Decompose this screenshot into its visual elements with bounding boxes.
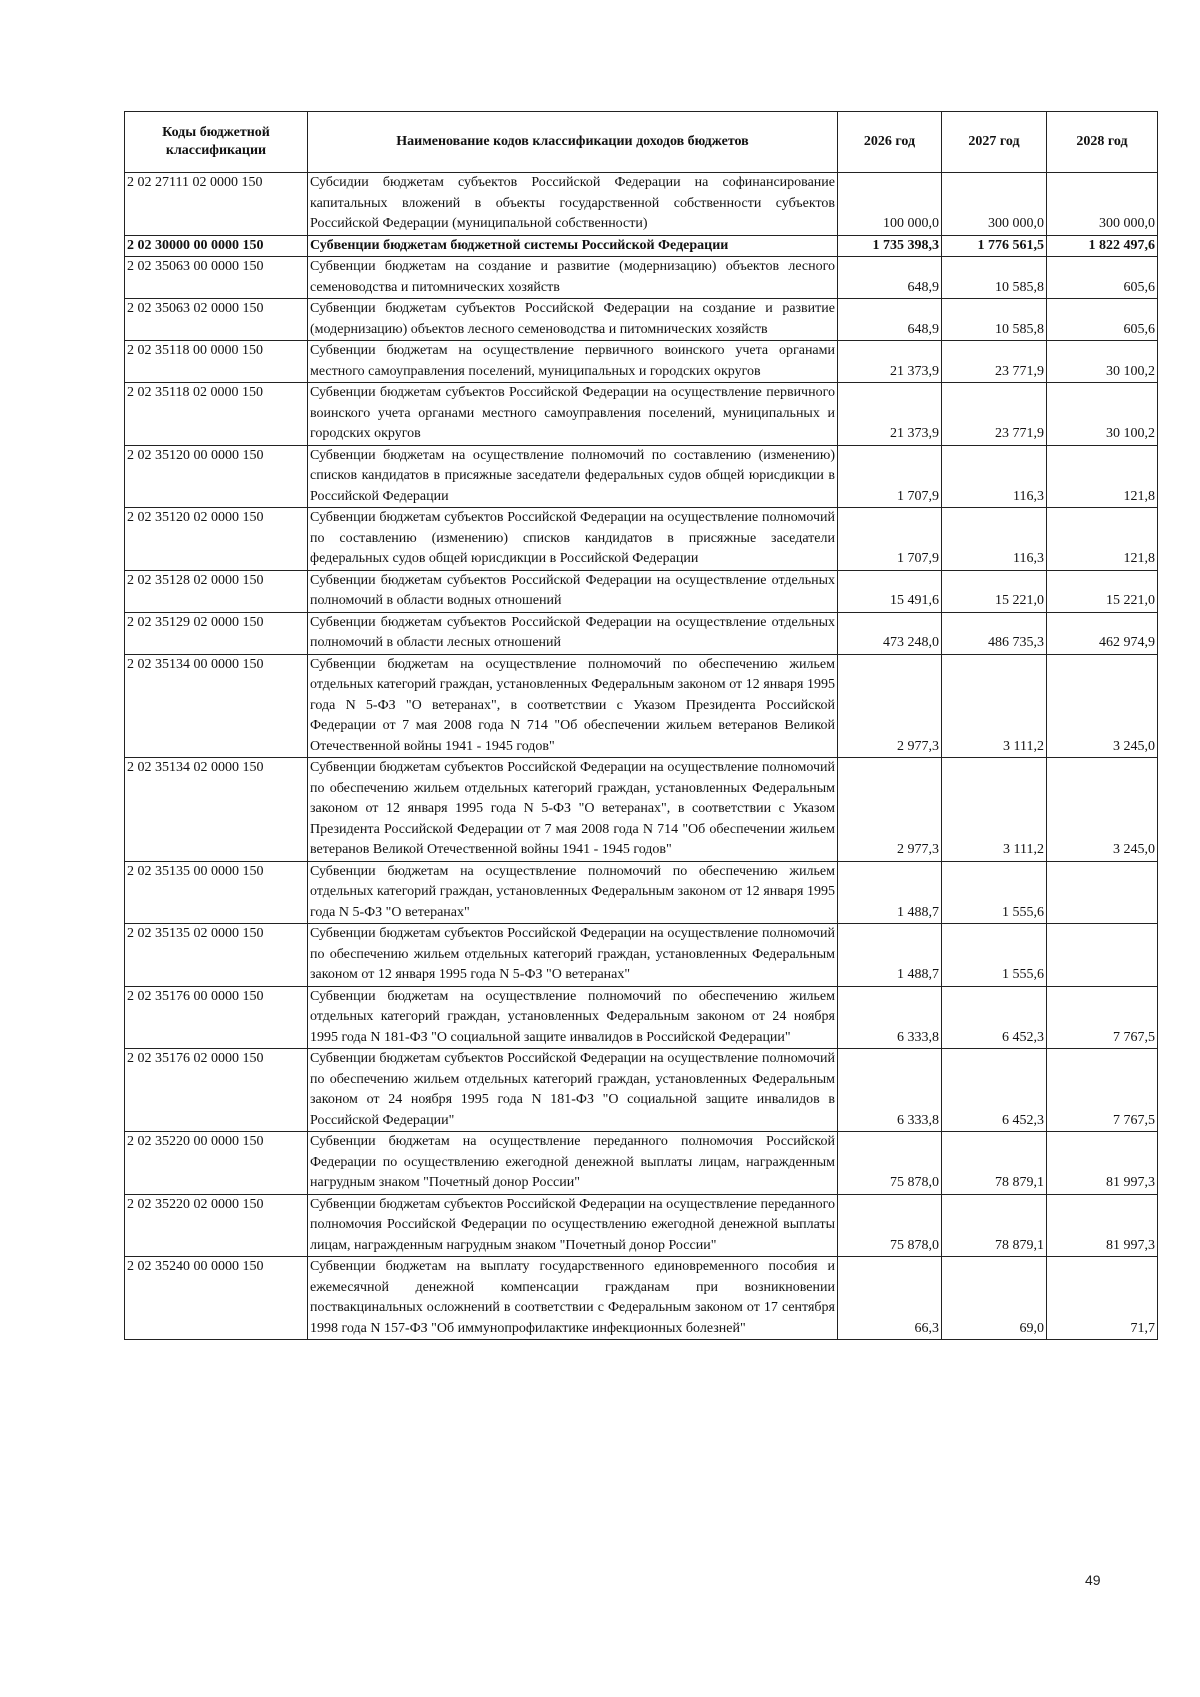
table-row: [125, 861, 1158, 924]
row-value-2028: 71,7: [1047, 1257, 1158, 1340]
table-row: [125, 986, 1158, 1049]
table-row: [125, 1049, 1158, 1132]
row-name: Субвенции бюджетам субъектов Российской Федерации на осуществление полномочий по обеспечению жильем отдельных категорий граждан, установленных Федеральным законом от 24 ноября 1995 года N 181-ФЗ "О социальной защите инвалидов в Российской Федерации": [308, 1049, 838, 1132]
row-name: Субвенции бюджетам субъектов Российской Федерации на осуществление первичного воинского учета органами местного самоуправления поселений, муниципальных и городских округов: [308, 383, 838, 446]
row-value-2027: 69,0: [942, 1257, 1047, 1340]
row-value-2026: 2 977,3: [838, 654, 942, 758]
page-number: 49: [1085, 1572, 1101, 1588]
row-code: 2 02 35176 02 0000 150: [125, 1049, 308, 1132]
row-name: Субвенции бюджетам субъектов Российской Федерации на создание и развитие (модернизацию) объектов лесного семеноводства и питомнических хозяйств: [308, 299, 838, 341]
row-value-2027: 78 879,1: [942, 1132, 1047, 1195]
table-row: [125, 341, 1158, 383]
row-value-2028: 605,6: [1047, 257, 1158, 299]
row-code: 2 02 35135 00 0000 150: [125, 861, 308, 924]
table-body: [125, 173, 1158, 1340]
row-value-2027: 6 452,3: [942, 1049, 1047, 1132]
row-value-2027: 6 452,3: [942, 986, 1047, 1049]
row-value-2027: 3 111,2: [942, 758, 1047, 862]
table-row: [125, 257, 1158, 299]
row-value-2027: 1 555,6: [942, 924, 1047, 987]
row-name: Субсидии бюджетам субъектов Российской Федерации на софинансирование капитальных вложений в объекты государственной собственности субъектов Российской Федерации (муниципальной собственности): [308, 173, 838, 236]
row-name: Субвенции бюджетам на осуществление полномочий по обеспечению жильем отдельных категорий граждан, установленных Федеральным законом от 24 ноября 1995 года N 181-ФЗ "О социальной защите инвалидов в Российской Федерации": [308, 986, 838, 1049]
row-code: 2 02 35063 00 0000 150: [125, 257, 308, 299]
row-name: Субвенции бюджетам субъектов Российской Федерации на осуществление переданного полномочия Российской Федерации по осуществлению ежегодной денежной выплаты лицам, награжденным нагрудным знаком "Почетный донор России": [308, 1194, 838, 1257]
table-row: [125, 758, 1158, 862]
row-value-2026: 648,9: [838, 299, 942, 341]
row-value-2027: 3 111,2: [942, 654, 1047, 758]
row-name: Субвенции бюджетам на осуществление полномочий по составлению (изменению) списков кандидатов в присяжные заседатели федеральных судов общей юрисдикции в Российской Федерации: [308, 445, 838, 508]
row-value-2026: 75 878,0: [838, 1132, 942, 1195]
row-value-2026: 648,9: [838, 257, 942, 299]
row-name: Субвенции бюджетам на выплату государственного единовременного пособия и ежемесячной денежной компенсации гражданам при возникновении поствакцинальных осложнений в соответствии с Федеральным законом от 17 сентября 1998 года N 157-ФЗ "Об иммунопрофилактике инфекционных болезней": [308, 1257, 838, 1340]
table-row: [125, 1194, 1158, 1257]
row-code: 2 02 35118 00 0000 150: [125, 341, 308, 383]
row-value-2028: [1047, 924, 1158, 987]
row-value-2028: [1047, 861, 1158, 924]
row-value-2028: 1 822 497,6: [1047, 235, 1158, 257]
row-value-2028: 81 997,3: [1047, 1194, 1158, 1257]
row-value-2028: 7 767,5: [1047, 1049, 1158, 1132]
table-row: [125, 235, 1158, 257]
row-value-2026: 6 333,8: [838, 1049, 942, 1132]
table-row: [125, 383, 1158, 446]
table-row: [125, 570, 1158, 612]
header-2028: 2028 год: [1047, 112, 1158, 173]
row-name: Субвенции бюджетам бюджетной системы Российской Федерации: [308, 235, 838, 257]
row-value-2028: 30 100,2: [1047, 341, 1158, 383]
row-value-2027: 23 771,9: [942, 383, 1047, 446]
table-row: [125, 173, 1158, 236]
row-name: Субвенции бюджетам субъектов Российской Федерации на осуществление отдельных полномочий в области лесных отношений: [308, 612, 838, 654]
row-code: 2 02 35134 00 0000 150: [125, 654, 308, 758]
row-value-2026: 1 707,9: [838, 445, 942, 508]
row-value-2026: 66,3: [838, 1257, 942, 1340]
row-value-2026: 2 977,3: [838, 758, 942, 862]
row-value-2028: 3 245,0: [1047, 654, 1158, 758]
row-name: Субвенции бюджетам субъектов Российской Федерации на осуществление полномочий по обеспечению жильем отдельных категорий граждан, установленных Федеральным законом от 12 января 1995 года N 5-ФЗ "О ветеранах": [308, 924, 838, 987]
row-value-2028: 462 974,9: [1047, 612, 1158, 654]
table-row: [125, 1132, 1158, 1195]
table-row: [125, 654, 1158, 758]
row-code: 2 02 35129 02 0000 150: [125, 612, 308, 654]
table-row: [125, 1257, 1158, 1340]
row-value-2026: 1 488,7: [838, 924, 942, 987]
row-name: Субвенции бюджетам субъектов Российской Федерации на осуществление отдельных полномочий в области водных отношений: [308, 570, 838, 612]
row-name: Субвенции бюджетам субъектов Российской Федерации на осуществление полномочий по составлению (изменению) списков кандидатов в присяжные заседатели федеральных судов общей юрисдикции в Российской Федерации: [308, 508, 838, 571]
row-value-2026: 1 488,7: [838, 861, 942, 924]
row-code: 2 02 35135 02 0000 150: [125, 924, 308, 987]
row-code: 2 02 35220 00 0000 150: [125, 1132, 308, 1195]
row-value-2028: 81 997,3: [1047, 1132, 1158, 1195]
row-value-2027: 1 555,6: [942, 861, 1047, 924]
row-value-2026: 473 248,0: [838, 612, 942, 654]
row-value-2027: 486 735,3: [942, 612, 1047, 654]
row-code: 2 02 35120 00 0000 150: [125, 445, 308, 508]
row-value-2028: 121,8: [1047, 445, 1158, 508]
budget-revenue-table: [124, 111, 1158, 1340]
row-value-2027: 10 585,8: [942, 257, 1047, 299]
table-row: [125, 508, 1158, 571]
row-value-2027: 15 221,0: [942, 570, 1047, 612]
row-value-2027: 1 776 561,5: [942, 235, 1047, 257]
row-value-2028: 15 221,0: [1047, 570, 1158, 612]
row-code: 2 02 35134 02 0000 150: [125, 758, 308, 862]
header-name: Наименование кодов классификации доходов бюджетов: [308, 112, 838, 173]
header-2027: 2027 год: [942, 112, 1047, 173]
row-value-2026: 21 373,9: [838, 383, 942, 446]
row-name: Субвенции бюджетам на осуществление первичного воинского учета органами местного самоуправления поселений, муниципальных и городских округов: [308, 341, 838, 383]
table-row: [125, 612, 1158, 654]
table-header-row: [125, 112, 1158, 173]
row-code: 2 02 35120 02 0000 150: [125, 508, 308, 571]
row-value-2027: 78 879,1: [942, 1194, 1047, 1257]
row-code: 2 02 35240 00 0000 150: [125, 1257, 308, 1340]
row-value-2027: 116,3: [942, 445, 1047, 508]
row-value-2027: 23 771,9: [942, 341, 1047, 383]
row-value-2026: 1 707,9: [838, 508, 942, 571]
table-row: [125, 924, 1158, 987]
row-value-2028: 605,6: [1047, 299, 1158, 341]
row-code: 2 02 35063 02 0000 150: [125, 299, 308, 341]
row-name: Субвенции бюджетам на создание и развитие (модернизацию) объектов лесного семеноводства и питомнических хозяйств: [308, 257, 838, 299]
row-value-2026: 6 333,8: [838, 986, 942, 1049]
table-row: [125, 445, 1158, 508]
row-value-2028: 30 100,2: [1047, 383, 1158, 446]
header-2026: 2026 год: [838, 112, 942, 173]
row-value-2027: 300 000,0: [942, 173, 1047, 236]
row-value-2026: 15 491,6: [838, 570, 942, 612]
row-value-2028: 300 000,0: [1047, 173, 1158, 236]
row-value-2028: 7 767,5: [1047, 986, 1158, 1049]
row-value-2027: 116,3: [942, 508, 1047, 571]
row-code: 2 02 35220 02 0000 150: [125, 1194, 308, 1257]
row-code: 2 02 35176 00 0000 150: [125, 986, 308, 1049]
table-row: [125, 299, 1158, 341]
row-code: 2 02 35118 02 0000 150: [125, 383, 308, 446]
row-name: Субвенции бюджетам субъектов Российской Федерации на осуществление полномочий по обеспечению жильем отдельных категорий граждан, установленных Федеральным законом от 12 января 1995 года N 5-ФЗ "О ветеранах", в соответствии с Указом Президента Российской Федерации от 7 мая 2008 года N 714 "Об обеспечении жильем ветеранов Великой Отечественной войны 1941 - 1945 годов": [308, 758, 838, 862]
row-value-2026: 1 735 398,3: [838, 235, 942, 257]
row-value-2026: 100 000,0: [838, 173, 942, 236]
row-value-2026: 21 373,9: [838, 341, 942, 383]
row-value-2027: 10 585,8: [942, 299, 1047, 341]
row-name: Субвенции бюджетам на осуществление переданного полномочия Российской Федерации по осуществлению ежегодной денежной выплаты лицам, награжденным нагрудным знаком "Почетный донор России": [308, 1132, 838, 1195]
row-code: 2 02 27111 02 0000 150: [125, 173, 308, 236]
row-value-2026: 75 878,0: [838, 1194, 942, 1257]
row-name: Субвенции бюджетам на осуществление полномочий по обеспечению жильем отдельных категорий граждан, установленных Федеральным законом от 12 января 1995 года N 5-ФЗ "О ветеранах", в соответствии с Указом Президента Российской Федерации от 7 мая 2008 года N 714 "Об обеспечении жильем ветеранов Великой Отечественной войны 1941 - 1945 годов": [308, 654, 838, 758]
row-name: Субвенции бюджетам на осуществление полномочий по обеспечению жильем отдельных категорий граждан, установленных Федеральным законом от 12 января 1995 года N 5-ФЗ "О ветеранах": [308, 861, 838, 924]
row-value-2028: 3 245,0: [1047, 758, 1158, 862]
row-code: 2 02 35128 02 0000 150: [125, 570, 308, 612]
row-code: 2 02 30000 00 0000 150: [125, 235, 308, 257]
row-value-2028: 121,8: [1047, 508, 1158, 571]
header-code: Коды бюджетной классификации: [125, 112, 308, 173]
